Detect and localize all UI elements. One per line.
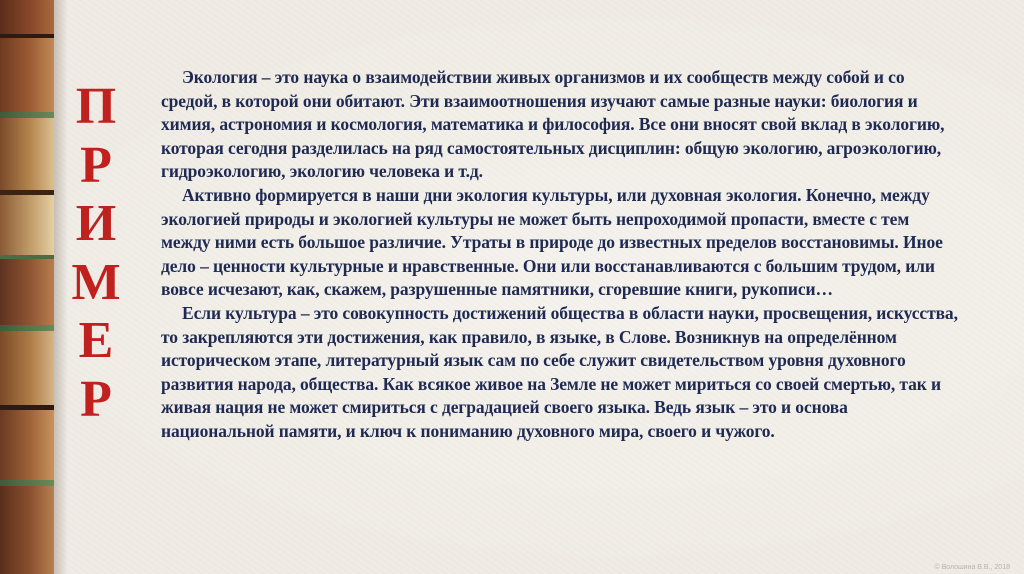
title-letter: М [71,253,121,311]
paragraph-language: Если культура – это совокупность достижений общества в области науки, просвещения, искусства, то закрепляются эти достижения, как правило, в языке, в Слове. Возникнув на определённом историческом этапе, литературный язык сам по себе служит свидетельством уровня духовного развития народа, общества. Как всякое живое на Земле не может мириться со своей смертью, так и живая нация не может смириться с деградацией своего языка. Ведь язык – это и основа национальной памяти, и ключ к пониманию духовного мира, своего и чужого. [161,302,958,441]
paragraph-culture-ecology: Активно формируется в наши дни экология культуры, или духовная экология. Конечно, между экологией природы и экологией культуры не может быть непроходимой пропасти, вместе с тем между ними есть большое различие. Утраты в природе до известных пределов восстановимы. Иное дело – ценности культурные и нравственные. Они или восстанавливаются с большим трудом, или вовсе исчезают, как, скажем, разрушенные памятники, сгоревшие книги, рукописи… [161,184,943,300]
paragraph-ecology: Экология – это наука о взаимодействии живых организмов и их сообществ между собой и со средой, в которой они обитают. Эти взаимоотношения изучают самые разные науки: биология и химия, астрономия и космология, математика и философия. Все они вносят свой вклад в экологию, которая сегодня разделилась на ряд самостоятельных дисциплин: общую экологию, агроэкологию, гидроэкологию, экологию человека и т.д. [161,67,945,182]
bookshelf-image [0,0,54,574]
vertical-title [64,78,128,429]
title-letter: И [75,195,117,252]
title-letter: Р [80,136,112,194]
title-letter: Е [78,312,114,369]
title-letter: Р [80,370,112,428]
title-letter: П [75,78,117,135]
copyright-footer: © Волошина В.В., 2018 [934,564,1010,571]
body-text [161,66,961,444]
